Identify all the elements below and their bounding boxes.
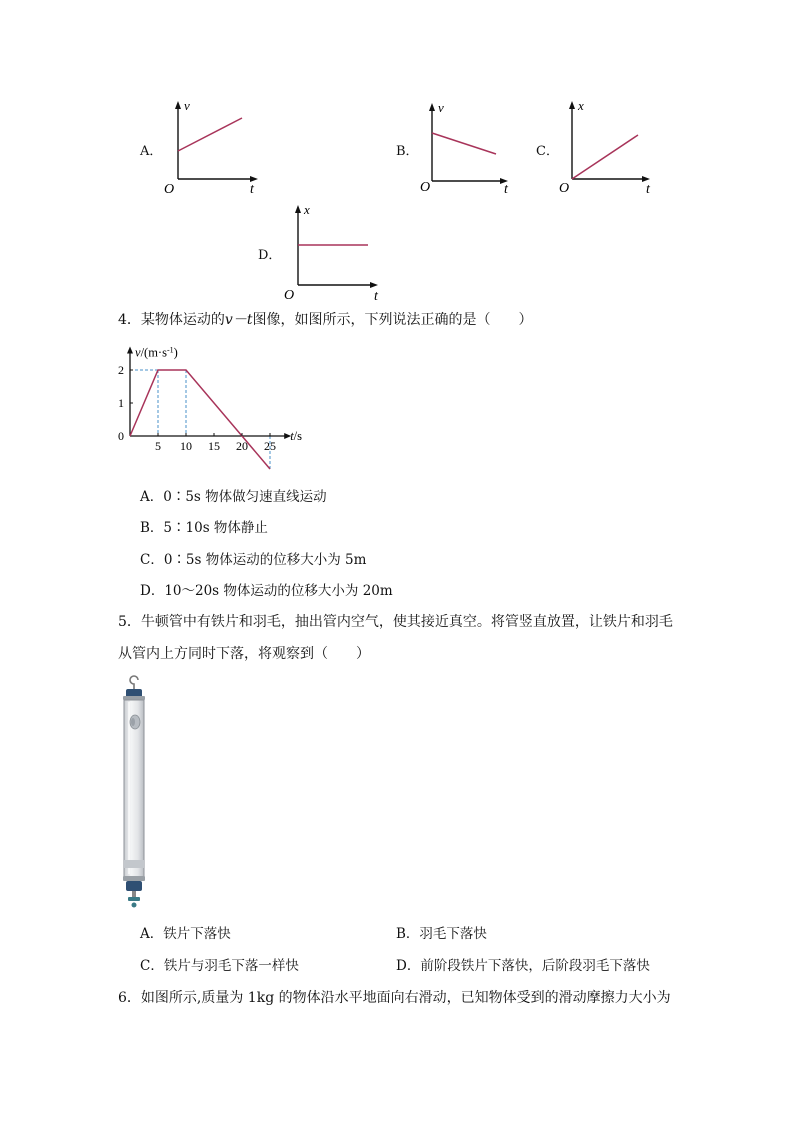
chart-series-line bbox=[130, 370, 270, 469]
chart-x-tick-label: 25 bbox=[264, 439, 276, 453]
option-label-a: A． bbox=[140, 144, 163, 159]
q5-stem-line-2: 从管内上方同时下落，将观察到（ ） bbox=[118, 646, 370, 662]
chart-x-tick-label: 15 bbox=[208, 439, 220, 453]
q4-option-d[interactable]: D．10～20s 物体运动的位移大小为 20m bbox=[140, 583, 393, 599]
option-label-d: D． bbox=[258, 248, 282, 263]
graph-d bbox=[280, 200, 390, 304]
q5-stem-line-1: 5．牛顿管中有铁片和羽毛，抽出管内空气，使其接近真空。将管竖直放置，让铁片和羽毛 bbox=[118, 614, 673, 630]
chart-x-tick-label: 10 bbox=[180, 439, 192, 453]
q4-option-a[interactable]: A．0∶5s 物体做匀速直线运动 bbox=[140, 489, 327, 505]
axis-label-v: v bbox=[438, 100, 444, 115]
axis-label-t: t bbox=[250, 182, 254, 197]
q5-option-a[interactable]: A．铁片下落快 bbox=[140, 926, 231, 942]
axis-label-t: t bbox=[646, 182, 650, 197]
origin-label: O bbox=[420, 180, 431, 195]
vt-chart bbox=[110, 340, 320, 480]
axis-label-x: x bbox=[304, 202, 310, 217]
graph-a bbox=[160, 96, 270, 198]
q4-stem-post: 图像，如图所示，下列说法正确的是（ ） bbox=[252, 312, 533, 328]
newton-tube-illustration bbox=[112, 674, 156, 912]
origin-label: O bbox=[164, 182, 175, 197]
q5-option-c[interactable]: C．铁片与羽毛下落一样快 bbox=[140, 958, 299, 974]
option-label-b: B． bbox=[396, 144, 419, 159]
q5-option-d[interactable]: D．前阶段铁片下落快，后阶段羽毛下落快 bbox=[396, 958, 650, 974]
chart-y-axis-label: $v/(m\cdot s^{-1})$ bbox=[135, 345, 178, 360]
chart-y-tick-label: 1 bbox=[118, 396, 124, 410]
q6-stem: 6．如图所示,质量为 1kg 的物体沿水平地面向右滑动，已知物体受到的滑动摩擦力大小为 bbox=[118, 990, 671, 1006]
axis-label-t: t bbox=[504, 182, 508, 197]
chart-x-axis-label: t/s bbox=[290, 429, 303, 443]
axis-label-x: x bbox=[578, 98, 584, 113]
graph-b bbox=[416, 98, 520, 198]
q4-option-c[interactable]: C．0∶5s 物体运动的位移大小为 5m bbox=[140, 552, 367, 568]
q4-stem bbox=[118, 310, 532, 330]
origin-label: O bbox=[559, 181, 570, 196]
q4-stem-math: v－t bbox=[224, 312, 253, 328]
axis-label-t: t bbox=[374, 289, 378, 304]
chart-y-tick-label: 2 bbox=[118, 363, 124, 377]
graph-c bbox=[556, 96, 662, 198]
chart-x-tick-label: 20 bbox=[236, 439, 248, 453]
option-label-c: C． bbox=[536, 144, 559, 159]
axis-label-v: v bbox=[184, 98, 190, 113]
chart-y-axis-arrow bbox=[127, 347, 133, 354]
chart-y-tick-label: 0 bbox=[118, 429, 124, 443]
q4-stem-pre: 4．某物体运动的 bbox=[118, 312, 225, 328]
q4-option-b[interactable]: B．5∶10s 物体静止 bbox=[140, 520, 268, 536]
origin-label: O bbox=[284, 288, 295, 303]
chart-x-tick-label: 5 bbox=[155, 439, 161, 453]
q5-option-b[interactable]: B．羽毛下落快 bbox=[396, 926, 487, 942]
